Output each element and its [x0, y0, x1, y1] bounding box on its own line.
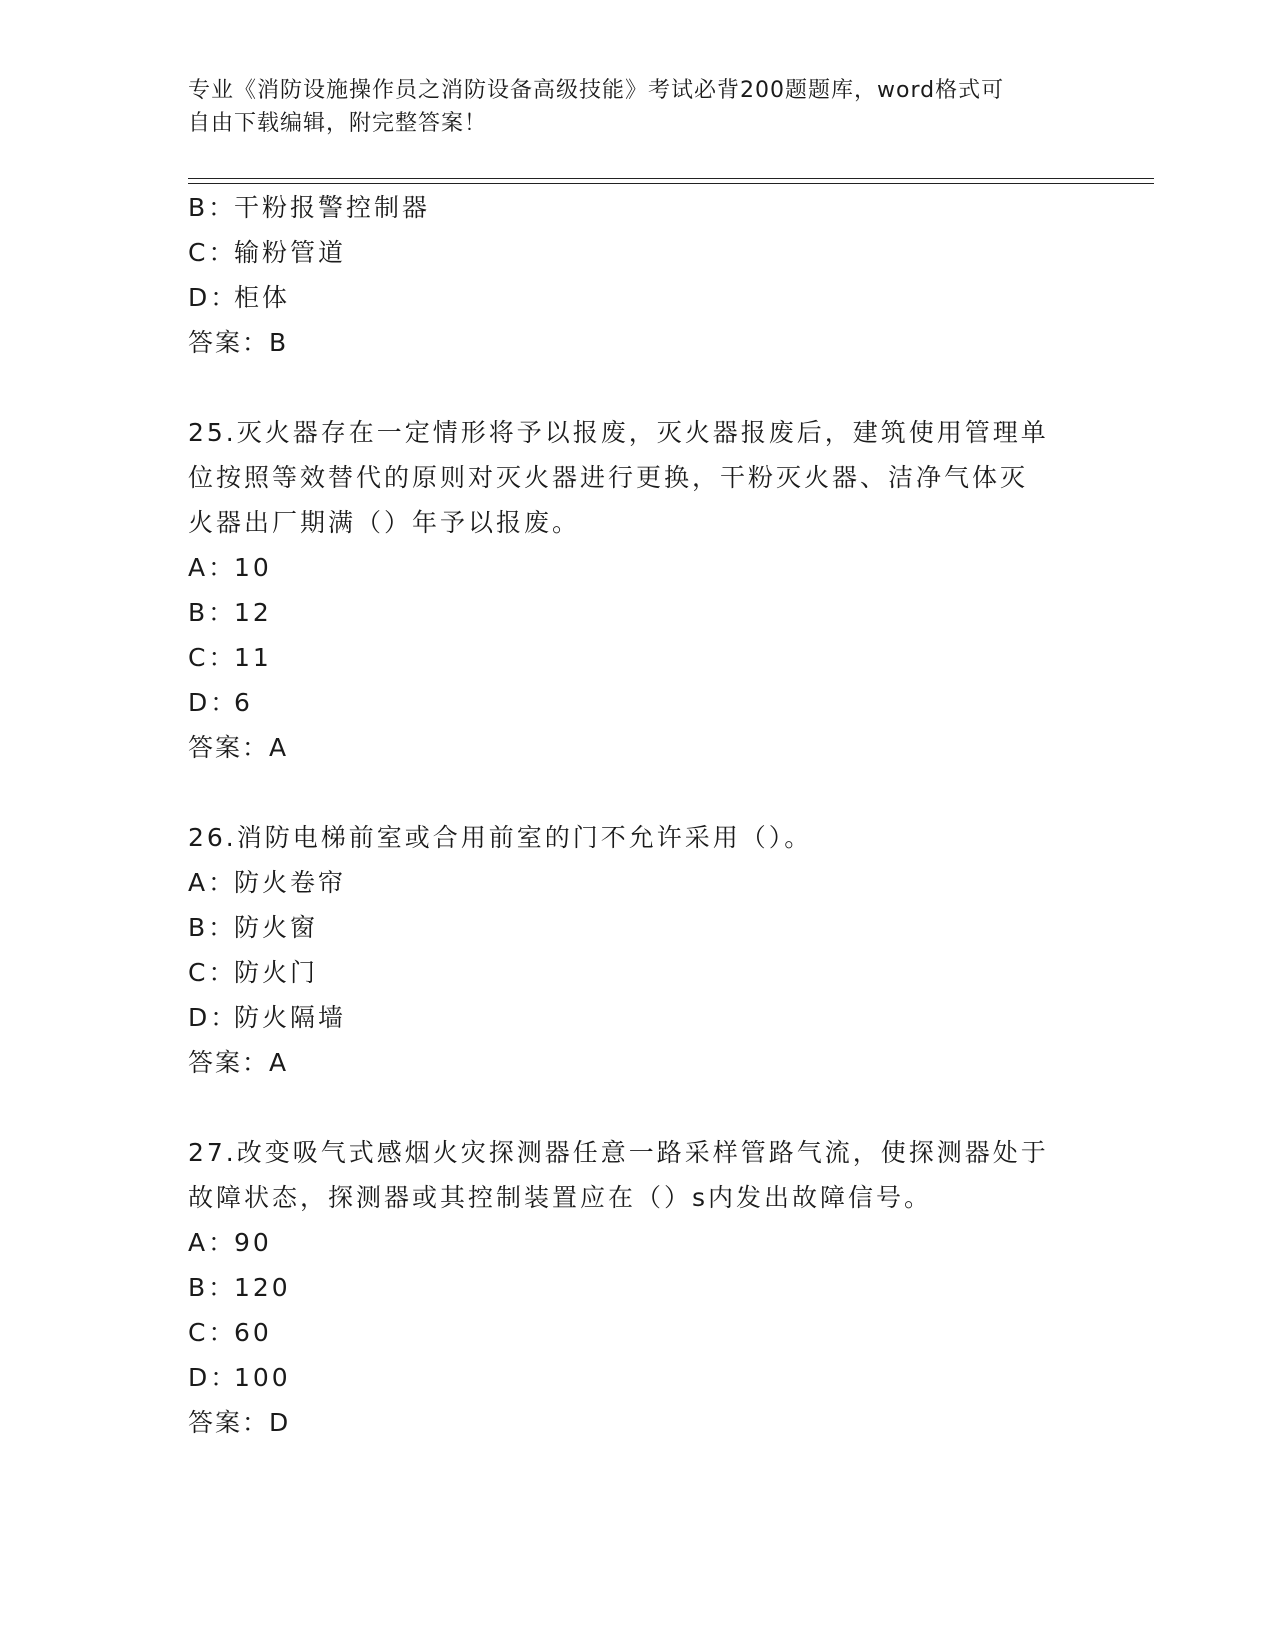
option-text: 干粉报警控制器: [234, 193, 431, 222]
option-label: B：: [188, 193, 237, 222]
q24-option-d: [188, 283, 290, 313]
q27-option-d: [188, 1363, 291, 1393]
option-text: 120: [234, 1273, 291, 1302]
option-text: 12: [234, 598, 272, 627]
q27-option-a: [188, 1228, 272, 1258]
option-text: 10: [234, 553, 272, 582]
q25-option-b: [188, 598, 272, 628]
q26-stem-line-1: 26.消防电梯前室或合用前室的门不允许采用（）。: [188, 823, 813, 852]
option-label: D：: [188, 1363, 239, 1392]
option-label: A：: [188, 868, 237, 897]
option-text: 100: [234, 1363, 291, 1392]
option-label: B：: [188, 913, 237, 942]
header-divider-bottom: [188, 183, 1154, 184]
q25-option-c: [188, 643, 272, 673]
q27-option-c: [188, 1318, 272, 1348]
option-text: 柜体: [234, 283, 291, 312]
q25-option-d: [188, 688, 253, 718]
q25-stem-line-3: 火器出厂期满（）年予以报废。: [188, 508, 581, 537]
header-divider-top: [188, 178, 1154, 179]
option-label: D：: [188, 283, 239, 312]
q26-option-c: [188, 958, 318, 988]
header-line-1: 专业《消防设施操作员之消防设备高级技能》考试必背200题题库，word格式可: [188, 78, 1005, 103]
q27-stem-line-2: 故障状态，探测器或其控制装置应在（）s内发出故障信号。: [188, 1183, 933, 1212]
q24-answer: 答案：B: [188, 328, 289, 357]
option-label: D：: [188, 1003, 239, 1032]
q27-option-b: [188, 1273, 291, 1303]
option-text: 防火门: [234, 958, 319, 987]
q27-answer: 答案：D: [188, 1408, 291, 1437]
option-text: 防火卷帘: [234, 868, 347, 897]
q26-option-b: [188, 913, 318, 943]
q27-stem-line-1: 27.改变吸气式感烟火灾探测器任意一路采样管路气流，使探测器处于: [188, 1138, 1049, 1167]
document-header: [188, 74, 1088, 140]
q25-option-a: [188, 553, 272, 583]
header-line-2: 自由下载编辑，附完整答案！: [188, 111, 488, 136]
q25-stem-line-2: 位按照等效替代的原则对灭火器进行更换，干粉灭火器、洁净气体灭: [188, 463, 1029, 492]
option-text: 输粉管道: [234, 238, 347, 267]
option-text: 90: [234, 1228, 272, 1257]
option-label: C：: [188, 643, 237, 672]
q26-answer: 答案：A: [188, 1048, 289, 1077]
option-label: A：: [188, 1228, 237, 1257]
q24-option-b: [188, 193, 430, 223]
q26-option-d: [188, 1003, 346, 1033]
option-label: C：: [188, 958, 237, 987]
option-text: 11: [234, 643, 272, 672]
option-text: 6: [234, 688, 253, 717]
option-text: 防火窗: [234, 913, 319, 942]
q25-stem-line-1: 25.灭火器存在一定情形将予以报废，灭火器报废后，建筑使用管理单: [188, 418, 1049, 447]
option-label: D：: [188, 688, 239, 717]
option-label: A：: [188, 553, 237, 582]
option-text: 防火隔墙: [234, 1003, 347, 1032]
q25-answer: 答案：A: [188, 733, 289, 762]
option-label: B：: [188, 598, 237, 627]
q24-option-c: [188, 238, 346, 268]
option-label: B：: [188, 1273, 237, 1302]
option-label: C：: [188, 1318, 237, 1347]
option-label: C：: [188, 238, 237, 267]
option-text: 60: [234, 1318, 272, 1347]
q26-option-a: [188, 868, 346, 898]
